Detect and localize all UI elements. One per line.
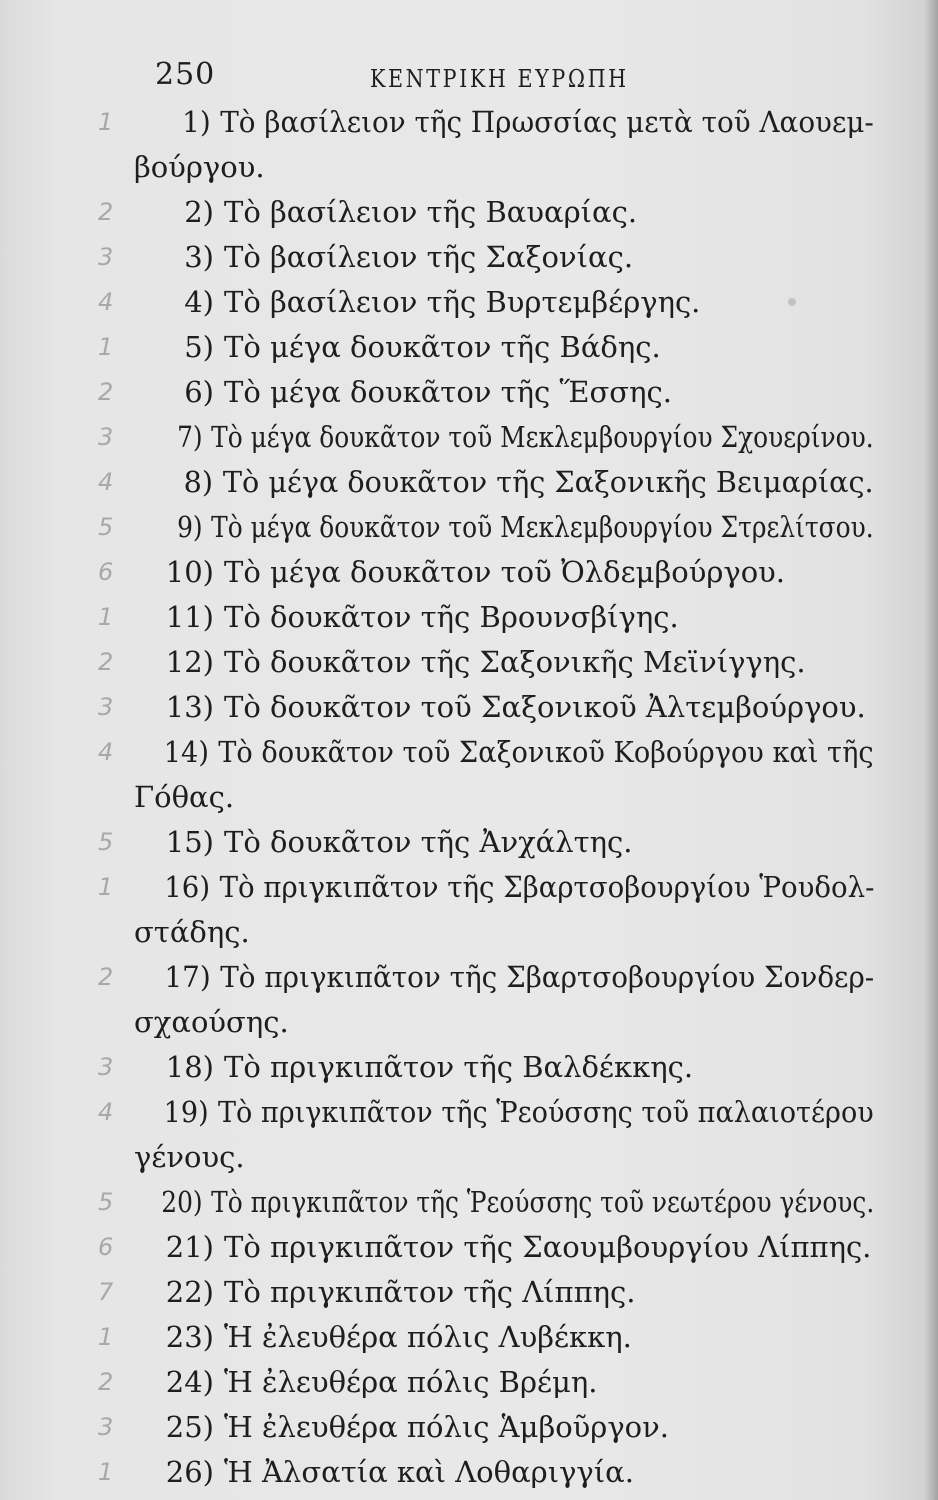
entry-line [134, 415, 874, 460]
pencil-margin-mark: 2 [98, 378, 114, 406]
list-item [98, 1180, 875, 1225]
entry-number: 16) [164, 870, 211, 904]
entry-number: 26) [165, 1455, 214, 1489]
entry-text: Ἡ Ἀλσατία καὶ Λοθαριγγία. [224, 1455, 634, 1489]
entry-text: Τὸ πριγκιπᾶτον τῆς Σαουμβουργίου Λίππης. [224, 1230, 872, 1264]
list-item [98, 820, 874, 865]
list-item [98, 595, 874, 640]
entry-line [134, 550, 874, 595]
pencil-margin-mark: 5 [98, 828, 114, 856]
entry-line [134, 1360, 874, 1405]
entry-number: 9) [177, 510, 203, 544]
entry-line [134, 1180, 875, 1225]
entry-text: Τὸ δουκᾶτον τῆς Βρουνσβίγης. [224, 600, 679, 634]
entry-number: 12) [165, 645, 214, 679]
list-item [98, 730, 874, 820]
pencil-margin-mark: 2 [98, 1368, 114, 1396]
entry-number: 5) [184, 330, 214, 364]
list-item [98, 1090, 874, 1180]
pencil-margin-mark: 3 [98, 1053, 114, 1081]
pencil-margin-mark: 3 [98, 423, 114, 451]
entry-text: Τὸ βασίλειον τῆς Πρωσσίας μετὰ τοῦ Λαουεμ- [220, 105, 874, 139]
entry-number: 24) [165, 1365, 214, 1399]
list-item [98, 460, 874, 505]
pencil-margin-mark: 6 [98, 1233, 114, 1261]
entry-text: Τὸ πριγκιπᾶτον τῆς Σβαρτσοβουργίου Σονδερ- [220, 960, 875, 994]
list-item [98, 550, 874, 595]
entry-text: Τὸ δουκᾶτον τοῦ Σαξονικοῦ Ἀλτεμβούργου. [224, 690, 866, 724]
entry-number: 17) [164, 960, 211, 994]
pencil-margin-mark: 4 [98, 288, 114, 316]
pencil-margin-mark: 2 [98, 198, 114, 226]
entry-text: Τὸ βασίλειον τῆς Σαξονίας. [224, 240, 634, 274]
pencil-margin-mark: 6 [98, 558, 114, 586]
entry-text: Τὸ μέγα δουκᾶτον τοῦ Μεκλεμβουργίου Στρελίτσου. [211, 510, 874, 544]
pencil-margin-mark: 4 [98, 468, 114, 496]
entry-text: Τὸ μέγα δουκᾶτον τῆς Βάδης. [224, 330, 661, 364]
entry-text: Τὸ μέγα δουκᾶτον τῆς Σαξονικῆς Βειμαρίας. [222, 465, 874, 499]
entry-text: Τὸ δουκᾶτον τῆς Ἀνχάλτης. [224, 825, 633, 859]
pencil-margin-mark: 2 [98, 648, 114, 676]
list-item [98, 1045, 874, 1090]
entry-line [134, 235, 874, 280]
list-item [98, 955, 875, 1045]
list-item [98, 1225, 874, 1270]
entry-line [134, 190, 874, 235]
entry-text: Ἡ ἐλευθέρα πόλις Βρέμη. [224, 1365, 598, 1399]
list-item [98, 865, 875, 955]
entry-text: Τὸ μέγα δουκᾶτον τοῦ Ὀλδεμβούργου. [224, 555, 786, 589]
entry-number: 2) [184, 195, 214, 229]
pencil-margin-mark: 1 [98, 603, 114, 631]
list-item [98, 370, 874, 415]
list-item [98, 1450, 874, 1495]
pencil-margin-mark: 5 [98, 513, 114, 541]
list-item [98, 1270, 874, 1315]
entry-number: 14) [163, 735, 209, 769]
pencil-margin-mark: 3 [98, 693, 114, 721]
entry-number: 8) [183, 465, 214, 499]
entry-line [134, 370, 874, 415]
entry-number: 19) [163, 1095, 209, 1129]
pencil-margin-mark: 3 [98, 243, 114, 271]
list-item [98, 505, 874, 550]
entry-text: Τὸ μέγα δουκᾶτον τῆς Ἕσσης. [224, 375, 672, 409]
entry-text: στάδης. [134, 915, 250, 949]
entry-continuation-line [134, 1135, 874, 1180]
list-item [98, 685, 874, 730]
entry-line [134, 640, 874, 685]
list-item [98, 280, 874, 325]
entry-number: 25) [165, 1410, 214, 1444]
entry-text: Τὸ πριγκιπᾶτον τῆς Λίππης. [224, 1275, 636, 1309]
entry-line [134, 1090, 874, 1135]
entry-number: 13) [165, 690, 214, 724]
entry-line [134, 1450, 874, 1495]
entry-text: Ἡ ἐλευθέρα πόλις Ἁμβοῦργον. [224, 1410, 669, 1444]
entry-text: Τὸ δουκᾶτον τῆς Σαξονικῆς Μεϊνίγγης. [224, 645, 806, 679]
entry-line [134, 1315, 874, 1360]
entry-line [134, 730, 874, 775]
running-head: ΚΕΝΤΡΙΚΗ ΕΥΡΩΠΗ [370, 65, 629, 93]
list-item [98, 235, 874, 280]
entry-text: Ἡ ἐλευθέρα πόλις Λυβέκκη. [224, 1320, 632, 1354]
entry-number: 4) [184, 285, 214, 319]
entry-number: 20) [161, 1185, 203, 1219]
entry-line [134, 955, 875, 1000]
page-number: 250 [155, 57, 216, 92]
entry-line [134, 1405, 874, 1450]
entry-line [134, 820, 874, 865]
pencil-margin-mark: 5 [98, 1188, 114, 1216]
entry-line [134, 100, 874, 145]
pencil-margin-mark: 3 [98, 1413, 114, 1441]
entry-line [134, 1045, 874, 1090]
entry-number: 22) [165, 1275, 214, 1309]
entry-text: Τὸ πριγκιπᾶτον τῆς Σβαρτσοβουργίου Ῥουδολ- [219, 870, 875, 904]
entry-line [134, 325, 874, 370]
entry-number: 23) [165, 1320, 214, 1354]
list-item [98, 1315, 874, 1360]
entry-continuation-line [134, 145, 874, 190]
pencil-margin-mark: 4 [98, 738, 114, 766]
list-item [98, 190, 874, 235]
entry-number: 18) [165, 1050, 214, 1084]
entry-text: Τὸ δουκᾶτον τοῦ Σαξονικοῦ Κοβούργου καὶ τῆς [218, 735, 874, 769]
entry-text: βούργου. [134, 150, 265, 184]
entry-number: 1) [182, 105, 211, 139]
pencil-margin-mark: 1 [98, 108, 114, 136]
entry-number: 7) [177, 420, 203, 454]
entry-line [134, 685, 874, 730]
pencil-margin-mark: 1 [98, 873, 114, 901]
entry-text: Τὸ βασίλειον τῆς Βαυαρίας. [224, 195, 638, 229]
entry-text: Τὸ μέγα δουκᾶτον τοῦ Μεκλεμβουργίου Σχουερίνου. [211, 420, 874, 454]
entry-number: 15) [165, 825, 214, 859]
entry-number: 10) [165, 555, 214, 589]
list-item [98, 325, 874, 370]
entry-text: γένους. [134, 1140, 245, 1174]
pencil-margin-mark: 2 [98, 963, 114, 991]
entry-text: Τὸ βασίλειον τῆς Βυρτεμβέργης. [224, 285, 701, 319]
pencil-margin-mark: 1 [98, 1323, 114, 1351]
pencil-margin-mark: 1 [98, 1458, 114, 1486]
entry-text: σχαούσης. [134, 1005, 289, 1039]
entry-continuation-line [134, 1000, 874, 1045]
list-item [98, 640, 874, 685]
entry-number: 21) [165, 1230, 214, 1264]
entry-number: 6) [184, 375, 214, 409]
pencil-margin-mark: 4 [98, 1098, 114, 1126]
page-header [155, 52, 875, 98]
list-item [98, 1360, 874, 1405]
entry-line [134, 280, 874, 325]
entry-line [134, 460, 874, 505]
pencil-margin-mark: 1 [98, 333, 114, 361]
entry-continuation-line [134, 775, 874, 820]
page-spine-shadow [924, 0, 938, 1500]
list-item [98, 100, 874, 190]
entry-continuation-line [134, 910, 874, 955]
list-item [98, 415, 874, 460]
entry-line [134, 865, 875, 910]
entry-text: Τὸ πριγκιπᾶτον τῆς Βαλδέκκης. [224, 1050, 694, 1084]
entry-number: 11) [165, 600, 214, 634]
pencil-margin-mark: 7 [98, 1278, 114, 1306]
entry-line [134, 1225, 874, 1270]
entry-list [98, 100, 875, 1495]
entry-text: Τὸ πριγκιπᾶτον τῆς Ῥεούσσης τοῦ νεωτέρου γένους. [211, 1185, 875, 1219]
entry-text: Γόθας. [134, 780, 235, 814]
entry-line [134, 505, 874, 550]
entry-line [134, 595, 874, 640]
entry-text: Τὸ πριγκιπᾶτον τῆς Ῥεούσσης τοῦ παλαιοτέρου [217, 1095, 874, 1129]
entry-line [134, 1270, 874, 1315]
list-item [98, 1405, 874, 1450]
entry-number: 3) [184, 240, 214, 274]
